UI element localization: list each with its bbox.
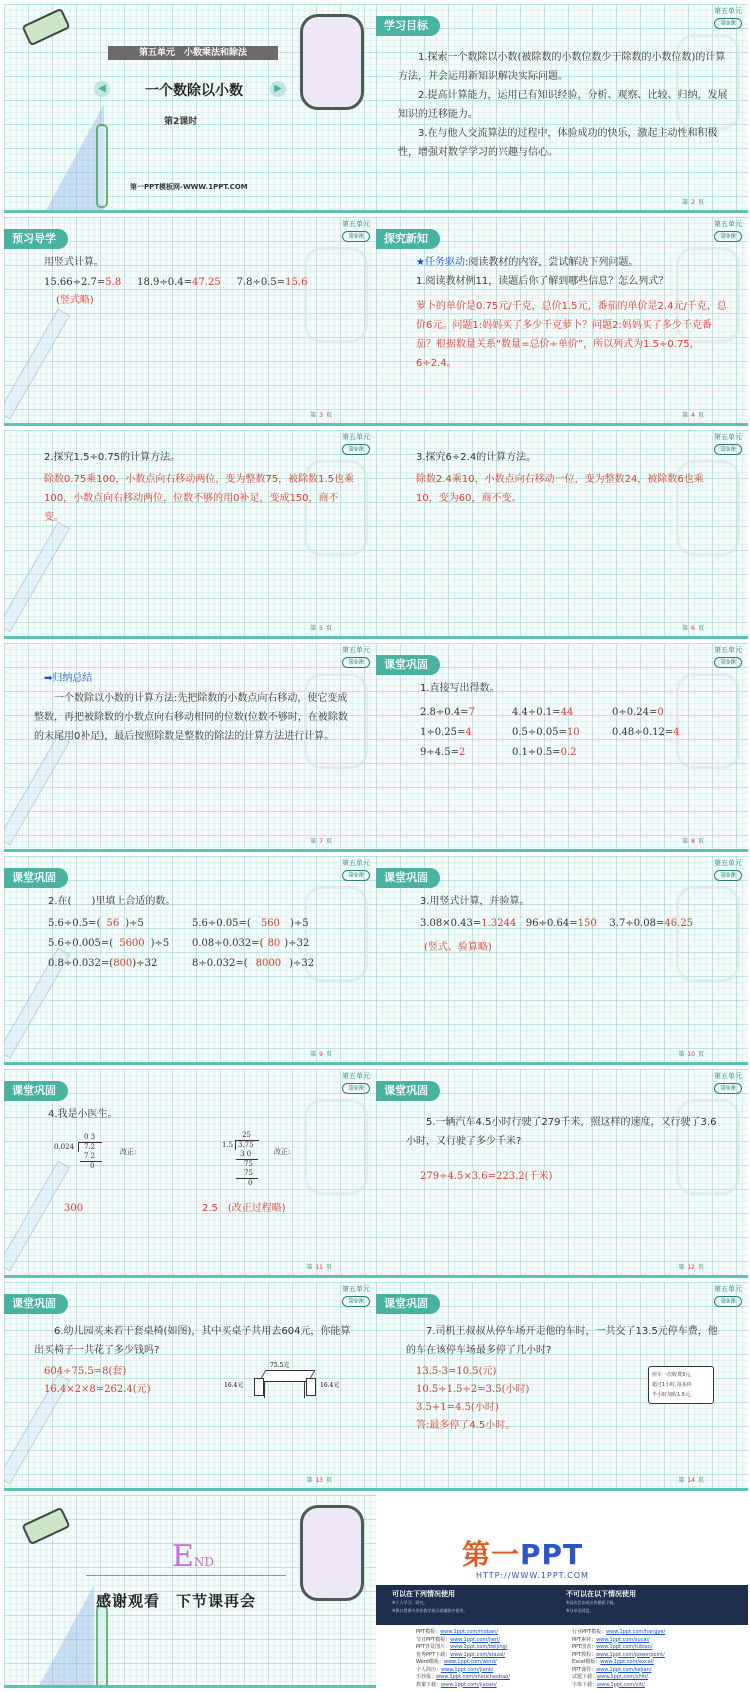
long-division-1	[54, 1133, 114, 1183]
usage-line: ※个人学习、研究。	[392, 1600, 428, 1605]
quotient: 25	[242, 1131, 251, 1139]
goal-3: 3.在与他人交流算法的过程中，体验成功的快乐，激起主动性和积极性，增强对数学学习的兴趣与信心。	[398, 128, 718, 158]
answer-1: 300	[64, 1203, 84, 1214]
chair-price-left: 16.4元	[224, 1382, 244, 1389]
calc-row: 3.08×0.43=1.3244 96÷0.64=150 3.7÷0.08=46.25	[420, 918, 693, 929]
backpack-illustration	[300, 14, 364, 110]
notice-line: 超过1小时,每多停	[652, 1382, 692, 1388]
thanks-text: 感谢观看 下节课再会	[96, 1592, 257, 1610]
answer: 除数0.75乘100，小数点向右移动两位，变为整数75，被除数1.5也乘100，小数点向右移动两位，位数不够的用0补足，变成150，商不变。	[44, 474, 354, 523]
cover-title-text: 一个数除以小数	[145, 83, 243, 99]
question: 1.直接写出得数。	[420, 683, 500, 694]
link-url[interactable]: www.1ppt.com/shiti/	[597, 1674, 649, 1680]
slide-heading: 课堂巩固	[376, 1081, 440, 1101]
slide-12-exercise	[376, 1069, 748, 1278]
answer: 279÷4.5×3.6=223.2(千米)	[420, 1171, 553, 1182]
triangle-ruler-illustration	[44, 104, 104, 213]
table-leg	[264, 1382, 265, 1398]
link-label: PPT图表：	[572, 1644, 597, 1650]
unit-tag: 第五单元 第9课	[714, 220, 742, 240]
links-right	[572, 1629, 665, 1688]
link-label: PPT背景图片：	[416, 1644, 451, 1650]
link-url[interactable]: www.1ppt.com/jiaoan/	[441, 1681, 497, 1688]
answer-2: 16.4×2×8=262.4(元)	[44, 1384, 151, 1395]
goal-paragraphs	[398, 48, 728, 162]
link-url[interactable]: www.1ppt.com/moban/	[440, 1629, 498, 1635]
link-row	[572, 1644, 665, 1652]
link-row	[416, 1659, 510, 1667]
link-label: PPT模板：	[416, 1629, 441, 1635]
item: 9÷4.5=2	[420, 747, 466, 758]
link-url[interactable]: www.1ppt.com/jianli/	[441, 1666, 494, 1673]
chair-left	[254, 1378, 264, 1396]
item: 2.8÷0.4=7	[420, 707, 475, 718]
fill-item: 8÷0.032=( 8000 )÷32	[192, 958, 315, 969]
note: (竖式、验算略)	[424, 942, 492, 953]
fill-item: 0.8÷0.032=(800)÷32	[48, 958, 158, 969]
unit-tag: 第五单元 第9课	[714, 1072, 742, 1092]
answer-3: 3.5+1=4.5(小时)	[416, 1402, 499, 1413]
question: 1.阅读教材例11，读题后你了解到哪些信息？怎么列式？	[416, 276, 669, 287]
answer-1: 13.5-3=10.5(元)	[416, 1366, 497, 1377]
unit-tag: 第五单元 第9课	[342, 859, 370, 879]
divisor: 1.5	[222, 1141, 234, 1149]
slide-heading: 课堂巩固	[4, 1081, 68, 1101]
step: 3 0	[240, 1150, 252, 1158]
link-row	[572, 1667, 665, 1675]
link-row	[416, 1637, 510, 1645]
question: 3.用竖式计算，并验算。	[420, 896, 530, 907]
summary-label: ➡归纳总结	[44, 673, 93, 684]
brand-logo: 第一PPT	[462, 1538, 584, 1571]
slide-13-exercise	[4, 1282, 376, 1491]
page-number: 第 14 页	[678, 1477, 704, 1484]
fix-label: 改正:	[120, 1148, 137, 1156]
slide-heading: 课堂巩固	[4, 868, 68, 888]
slide-heading: 探究新知	[376, 229, 440, 249]
link-row	[572, 1629, 665, 1637]
answer-1: 604÷75.5=8(套)	[44, 1366, 127, 1377]
page-number: 第 2 页	[682, 199, 704, 206]
item: 0.48÷0.12=4	[612, 727, 680, 738]
quotient: 0 3	[84, 1133, 96, 1141]
note: (竖式略)	[56, 295, 94, 306]
furniture-illustration	[224, 1360, 340, 1410]
page-number: 第 10 页	[678, 1051, 704, 1058]
link-label: Excel模板：	[572, 1659, 601, 1665]
page-number: 第 3 页	[310, 412, 332, 419]
link-url[interactable]: www.1ppt.com/word/	[443, 1659, 497, 1665]
link-row	[416, 1629, 510, 1637]
unit-tag: 第五单元 第9课	[714, 646, 742, 666]
usage-line: ※教口授课中用作教学演示或辅助中使用。	[392, 1608, 468, 1613]
fill-item: 5.6÷0.005=( 5600 )÷5	[48, 938, 170, 949]
slide-10-exercise	[376, 856, 748, 1065]
pen-illustration	[96, 124, 108, 208]
fix-label: 改正:	[274, 1148, 291, 1156]
end-mark: END	[172, 1539, 215, 1574]
link-row	[572, 1652, 665, 1660]
link-label: 教案下载：	[416, 1681, 442, 1688]
question: 6.幼儿园买来若干套桌椅(如图)，其中买桌子共用去604元，你能算出买椅子一共花了多少钱吗?	[34, 1326, 351, 1356]
slide-heading: 课堂巩固	[4, 1294, 68, 1314]
slide-heading: 课堂巩固	[376, 1294, 440, 1314]
summary-text: 一个数除以小数的计算方法:先把除数的小数点向右移动，使它变成整数，再把被除数的小数点向右移动相同的位数(位数不够时，在被除数的末尾用0补足)，最后按照除数是整数的除法的计算方法进行计算。	[34, 693, 348, 742]
site-label: 第一PPT模板网-WWW.1PPT.COM	[130, 183, 248, 191]
question: 3.探究6÷2.4的计算方法。	[416, 452, 537, 463]
answer-2: 10.5÷1.5÷2=3.5(小时)	[416, 1384, 530, 1395]
link-row	[572, 1674, 665, 1682]
link-label: 手抄报：	[416, 1674, 437, 1680]
dividend: 7.2	[84, 1143, 96, 1151]
slide-5	[4, 430, 376, 639]
page-number: 第 7 页	[310, 838, 332, 845]
link-row	[572, 1682, 665, 1689]
link-row	[416, 1652, 510, 1660]
unit-tag: 第五单元 第9课	[342, 1285, 370, 1305]
page-number: 第 4 页	[682, 412, 704, 419]
slide-16-brand	[376, 1495, 748, 1688]
link-url[interactable]: www.1ppt.com/xiazai/	[450, 1651, 506, 1658]
unit-tag: 第五单元 第9课	[342, 646, 370, 666]
link-url[interactable]: www.1ppt.com/hangye/	[606, 1629, 666, 1635]
slide-heading: 学习目标	[376, 16, 440, 36]
usage-line: ※再次发布或出售模板下载。	[566, 1600, 618, 1605]
unit-band: 第五单元 小数乘法和除法	[108, 46, 278, 60]
backpack-illustration	[300, 1505, 364, 1601]
slide-11-exercise	[4, 1069, 376, 1278]
answer-4: 答:最多停了4.5小时。	[416, 1420, 516, 1431]
usage-allowed	[392, 1589, 467, 1615]
step-line	[236, 1178, 258, 1179]
step: 75	[244, 1169, 253, 1177]
link-label: 试题下载：	[572, 1674, 598, 1680]
link-label: PPT教程：	[572, 1651, 597, 1658]
table-price: 75.5元	[270, 1362, 290, 1369]
item: 0÷0.24=0	[612, 707, 664, 718]
slide-4-explore	[376, 217, 748, 426]
backpack-watermark	[676, 886, 740, 982]
question: 5.一辆汽车4.5小时行驶了279千米，照这样的速度，又行驶了3.6小时，又行驶了多少千米?	[406, 1117, 717, 1147]
unit-tag: 第五单元 第9课	[714, 433, 742, 453]
question: 2.探究1.5÷0.75的计算方法。	[44, 452, 181, 463]
problem-row: 15.66÷2.7=5.8 18.9÷0.4=47.25 7.8÷0.5=15.6	[44, 277, 308, 288]
page-number: 第 6 页	[682, 625, 704, 632]
unit-tag: 第五单元 第9课	[342, 1072, 370, 1092]
item: 4.4÷0.1=44	[512, 707, 574, 718]
usage-forbidden	[566, 1589, 636, 1615]
link-label: PPT课件：	[572, 1666, 597, 1673]
link-label: 行业PPT模板：	[572, 1629, 607, 1635]
slide-heading: 课堂巩固	[376, 655, 440, 675]
remainder: 0	[90, 1162, 95, 1170]
question: 2.在( )里填上合适的数。	[48, 896, 176, 907]
fill-item: 0.08÷0.032=( 80 )÷32	[192, 938, 310, 949]
answer-2: 2.5 (改正过程略)	[202, 1203, 286, 1214]
page-number: 第 9 页	[310, 1051, 332, 1058]
brand-url: HTTP://WWW.1PPT.COM	[476, 1571, 589, 1580]
intro: 用竖式计算。	[44, 257, 104, 268]
parking-notice	[648, 1366, 714, 1404]
eraser-illustration	[21, 8, 70, 47]
link-row	[416, 1682, 510, 1689]
cover-title	[104, 80, 284, 100]
task-line: ★任务驱动:阅读教材的内容，尝试解决下列问题。	[416, 257, 639, 268]
link-label: 节日PPT模板：	[416, 1636, 451, 1643]
question: 7.司机王叔叔从停车场开走他的车时，一共交了13.5元停车费，他的车在该停车场最多停了几小时?	[406, 1326, 718, 1356]
links-left	[416, 1629, 510, 1688]
link-row	[416, 1674, 510, 1682]
unit-tag: 第五单元 第9课	[342, 220, 370, 240]
step: 7 2	[84, 1152, 96, 1160]
link-url[interactable]: www.1ppt.com/ziti/	[597, 1681, 645, 1688]
triangle-ruler-illustration	[34, 1585, 94, 1688]
goal-1: 1.探索一个数除以小数(被除数的小数位数少于除数的小数位数)的计算方法，并会运用新知识解决实际问题。	[398, 52, 726, 82]
item: 1÷0.25=4	[420, 727, 472, 738]
link-url[interactable]: www.1ppt.com/shouchaobao/	[436, 1674, 510, 1680]
unit-tag: 第五单元 第9课	[714, 1285, 742, 1305]
answer: 除数2.4乘10，小数点向右移动一位，变为整数24，被除数6也乘10，变为60，商不变。	[416, 474, 704, 504]
divider	[86, 1575, 286, 1576]
link-row	[572, 1659, 665, 1667]
slide-7-summary	[4, 643, 376, 852]
link-row	[572, 1637, 665, 1645]
fill-item: 5.6÷0.5=( 56 )÷5	[48, 918, 144, 929]
slide-6	[376, 430, 748, 639]
page-number: 第 13 页	[306, 1477, 332, 1484]
page-number: 第 11 页	[306, 1264, 332, 1271]
question: 4.我是小医生。	[48, 1109, 118, 1120]
chair-right	[306, 1378, 316, 1396]
link-label: 优秀PPT下载：	[416, 1651, 451, 1658]
step: 75	[244, 1160, 253, 1168]
fill-item: 5.6÷0.05=( 560 )÷5	[192, 918, 309, 929]
slide-3-preview	[4, 217, 376, 426]
notice-line: 半小时加收1.5元。	[652, 1392, 695, 1398]
divisor: 0.024	[54, 1143, 75, 1151]
link-label: 个人简历：	[416, 1666, 442, 1673]
link-row	[416, 1667, 510, 1675]
slide-heading: 预习导学	[4, 229, 68, 249]
right-arrow-icon: ▶	[270, 81, 286, 97]
remainder: 0	[248, 1179, 253, 1187]
link-label: Word模板：	[416, 1659, 444, 1665]
item: 0.1÷0.5=0.2	[512, 747, 577, 758]
link-url[interactable]: www.1ppt.com/excel/	[600, 1659, 654, 1665]
slide-heading: 课堂巩固	[376, 868, 440, 888]
slide-2-goals	[376, 4, 748, 213]
answer: 萝卜的单价是0.75元/千克，总价1.5元，番茄的单价是2.4元/千克，总价6元。问题1:妈妈买了多少千克萝卜？问题2:妈妈买了多少千克番茄？根据数量关系“数量=总价÷单价”，所以列式为1.5÷0.75，6÷2.4。	[416, 301, 727, 369]
link-url[interactable]: www.1ppt.com/beijing/	[450, 1644, 508, 1650]
item: 0.5÷0.05=10	[512, 727, 580, 738]
unit-tag: 第五单元 第9课	[714, 859, 742, 879]
link-url[interactable]: www.1ppt.com/jieri/	[450, 1636, 500, 1643]
link-label: PPT素材：	[572, 1636, 597, 1643]
ruler-watermark	[4, 309, 70, 420]
link-url[interactable]: www.1ppt.com/sucai/	[596, 1636, 650, 1643]
notice-line: 停车一次收费3元，	[652, 1372, 696, 1378]
link-label: 字体下载：	[572, 1681, 598, 1688]
left-arrow-icon: ◀	[94, 81, 110, 97]
backpack-watermark	[304, 1099, 368, 1195]
slide-14-exercise	[376, 1282, 748, 1491]
usage-forbidden-title: 不可以在以下情况使用	[566, 1590, 636, 1598]
page-number: 第 12 页	[678, 1264, 704, 1271]
page-number: 第 8 页	[682, 838, 704, 845]
long-division-2	[222, 1131, 282, 1191]
goal-2: 2.提高计算能力，运用已有知识经验，分析、观察、比较、归纳，发展知识的迁移能力。	[398, 90, 728, 120]
ruler-watermark	[4, 735, 70, 846]
page-number: 第 5 页	[310, 625, 332, 632]
backpack-watermark	[676, 673, 740, 769]
pen-illustration	[96, 1605, 108, 1688]
link-url[interactable]: www.1ppt.com/powerpoint/	[596, 1651, 665, 1658]
dividend: 3.75	[238, 1141, 254, 1149]
ruler-watermark	[4, 522, 70, 633]
slide-9-exercise	[4, 856, 376, 1065]
chair-price-right: 16.4元	[320, 1382, 340, 1389]
unit-tag: 第五单元 第9课	[714, 7, 742, 27]
link-url[interactable]: www.1ppt.com/tubiao/	[596, 1644, 653, 1650]
usage-allowed-title: 可以在下列情况使用	[392, 1590, 455, 1598]
link-row	[416, 1644, 510, 1652]
slide-1-cover	[4, 4, 376, 213]
slide-15-end	[4, 1495, 376, 1688]
link-url[interactable]: www.1ppt.com/kejian/	[596, 1666, 652, 1673]
lesson-label: 第2课时	[164, 117, 198, 127]
slide-8-exercise	[376, 643, 748, 852]
table-leg	[304, 1382, 305, 1398]
usage-line: ※分享至网盘。	[566, 1608, 594, 1613]
eraser-illustration	[21, 1507, 70, 1546]
backpack-watermark	[304, 247, 368, 343]
unit-tag: 第五单元 第9课	[342, 433, 370, 453]
